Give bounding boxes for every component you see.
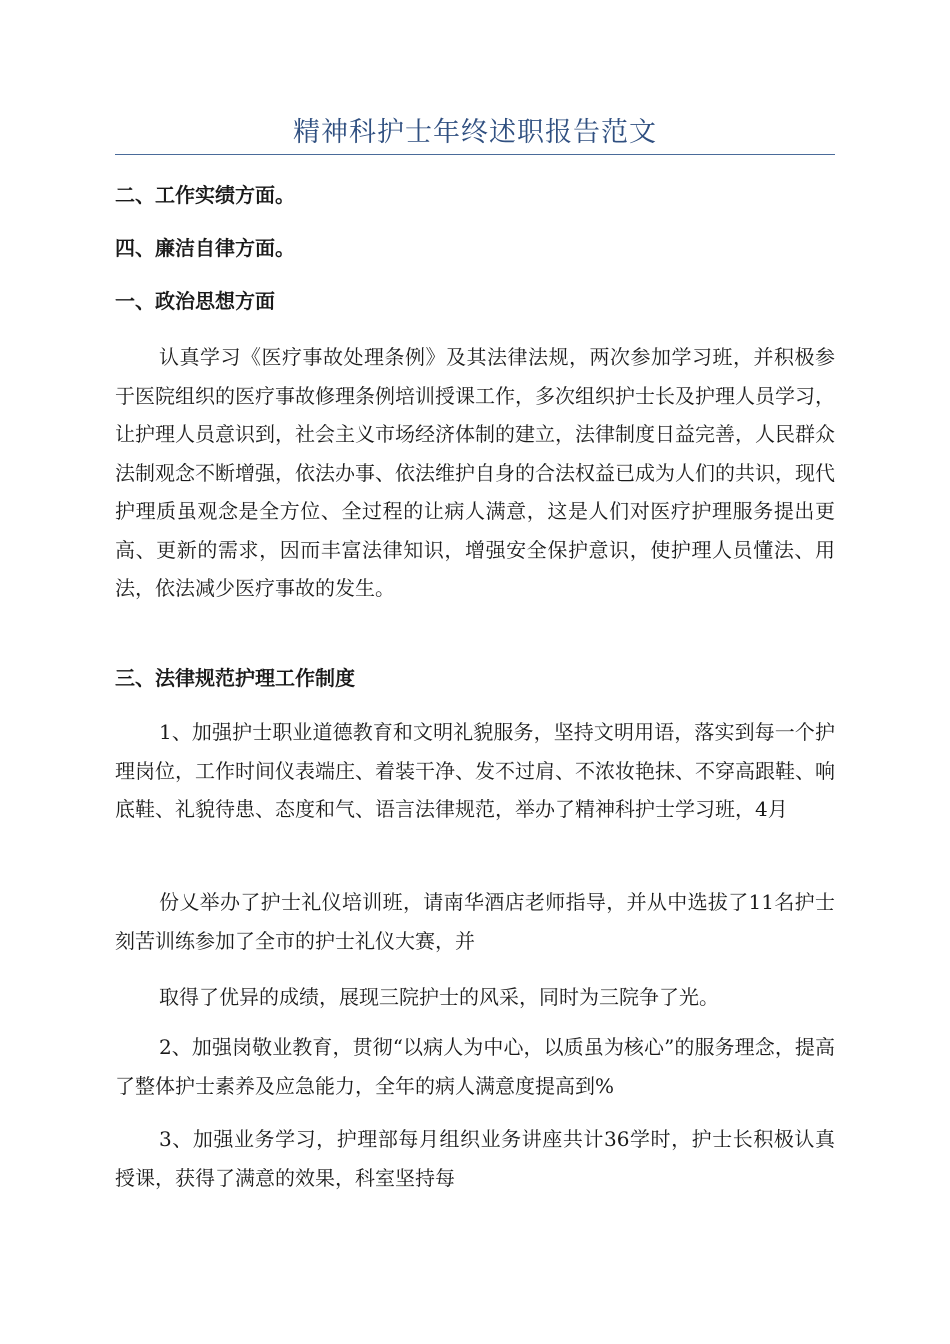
section-heading-legal-norms: 三、法律规范护理工作制度 xyxy=(115,666,355,690)
paragraph-service-concept: 2、加强岗敬业教育，贯彻“以病人为中心，以质虽为核心”的服务理念，提高了整体护士素养及应急能力，全年的病人满意度提高到% xyxy=(115,1035,835,1098)
paragraph-competition-result: 取得了优异的成绩，展现三院护士的风采，同时为三院争了光。 xyxy=(159,985,719,1009)
paragraph-ethics-education: 1、加强护士职业道德教育和文明礼貌服务，坚持文明用语，落实到每一个护理岗位，工作时间仪表端庄、着装干净、发不过肩、不浓妆艳抹、不穿高跟鞋、响底鞋、礼貌待患、态度和气、语言法律规范，举办了精神科护士学习班，4月 xyxy=(115,720,835,821)
section-heading-political: 一、政治思想方面 xyxy=(115,289,275,313)
paragraph-political-study: 认真学习《医疗事故处理条例》及其法律法规，两次参加学习班，并积极参于医院组织的医疗事故修理条例培训授课工作，多次组织护士长及护理人员学习，让护理人员意识到，社会主义市场经济体制的建立，法律制度日益完善，人民群众法制观念不断增强，依法办事、依法维护自身的合法权益已成为人们的共识，现代护理质虽观念是全方位、全过程的让病人满意，这是人们对医疗护理服务提出更高、更新的需求，因而丰富法律知识，增强安全保护意识，使护理人员懂法、用法，依法减少医疗事故的发生。 xyxy=(115,345,835,600)
section-heading-work-results: 二、工作实绩方面。 xyxy=(115,183,295,207)
title-underline xyxy=(115,154,835,155)
document-title: 精神科护士年终述职报告范文 xyxy=(293,117,657,148)
section-heading-integrity: 四、廉洁自律方面。 xyxy=(115,236,295,260)
paragraph-etiquette-training: 份乂举办了护士礼仪培训班，请南华酒店老师指导，并从中选拔了11名护士刻苦训练参加了全市的护士礼仪大赛，并 xyxy=(115,890,835,953)
paragraph-business-study: 3、加强业务学习，护理部每月组织业务讲座共计36学时，护士长积极认真授课，获得了满意的效果，科室坚持每 xyxy=(115,1127,835,1190)
